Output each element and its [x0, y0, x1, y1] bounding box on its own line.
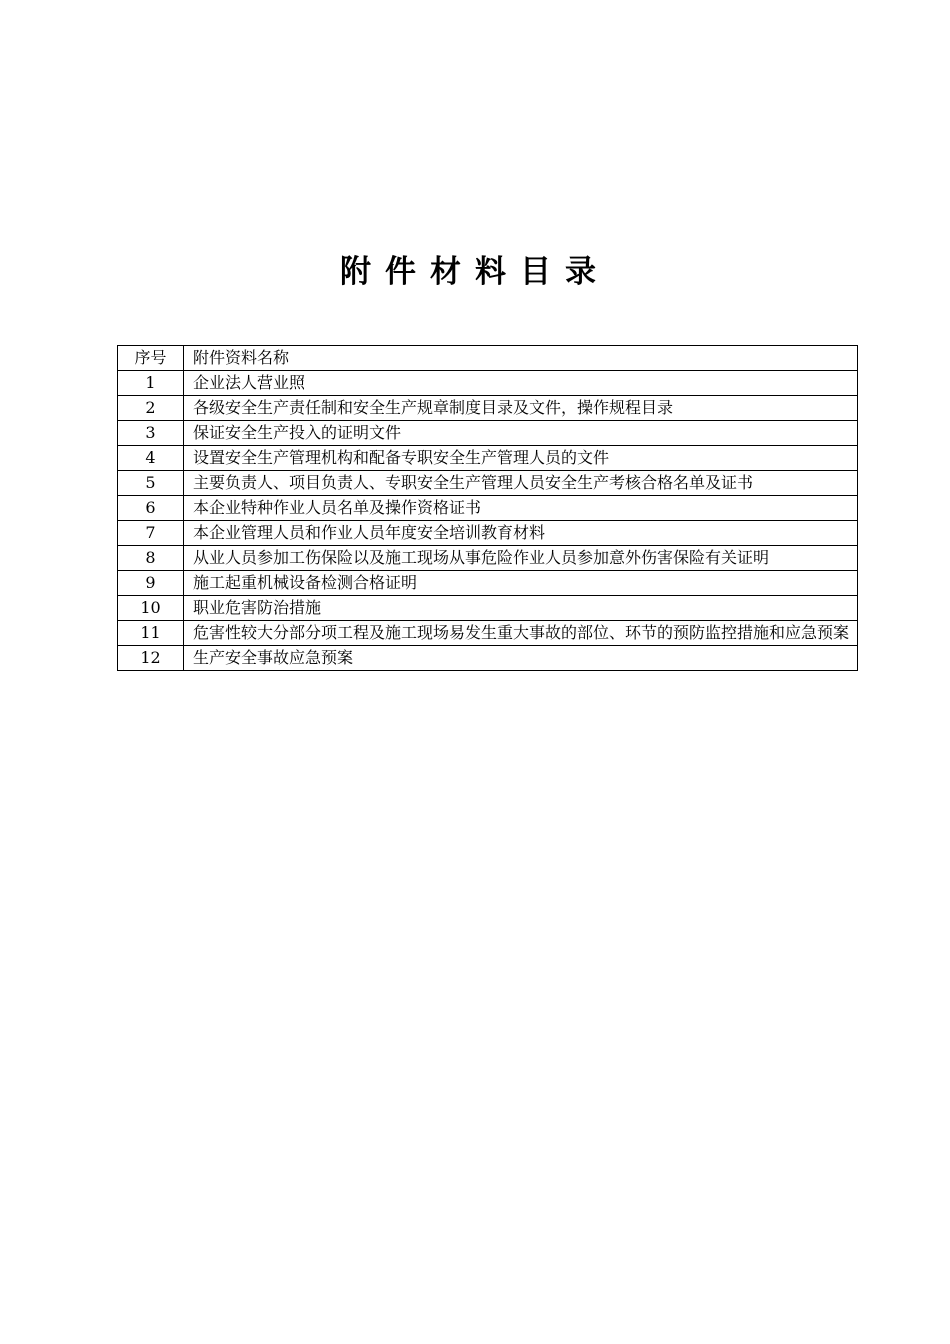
page-title: 附件材料目录: [340, 254, 610, 290]
row-name: 保证安全生产投入的证明文件: [184, 421, 858, 446]
table-row: [118, 521, 858, 546]
table-row: [118, 446, 858, 471]
row-no: 8: [118, 546, 184, 571]
attachment-table: [117, 345, 858, 671]
row-name: 设置安全生产管理机构和配备专职安全生产管理人员的文件: [184, 446, 858, 471]
row-no: 3: [118, 421, 184, 446]
row-no: 1: [118, 371, 184, 396]
table-row: [118, 471, 858, 496]
row-name: 各级安全生产责任制和安全生产规章制度目录及文件，操作规程目录: [184, 396, 858, 421]
table-row: [118, 646, 858, 671]
table-row: [118, 371, 858, 396]
table-header-row: [118, 346, 858, 371]
table-row: [118, 596, 858, 621]
row-no: 10: [118, 596, 184, 621]
row-name: 危害性较大分部分项工程及施工现场易发生重大事故的部位、环节的预防监控措施和应急预案: [184, 621, 858, 646]
table-row: [118, 621, 858, 646]
row-no: 6: [118, 496, 184, 521]
row-no: 7: [118, 521, 184, 546]
row-no: 5: [118, 471, 184, 496]
row-no: 9: [118, 571, 184, 596]
table-row: [118, 496, 858, 521]
table-row: [118, 396, 858, 421]
row-no: 11: [118, 621, 184, 646]
row-no: 4: [118, 446, 184, 471]
header-name: 附件资料名称: [184, 346, 858, 371]
row-name: 本企业特种作业人员名单及操作资格证书: [184, 496, 858, 521]
row-no: 12: [118, 646, 184, 671]
row-name: 主要负责人、项目负责人、专职安全生产管理人员安全生产考核合格名单及证书: [184, 471, 858, 496]
row-name: 施工起重机械设备检测合格证明: [184, 571, 858, 596]
row-name: 本企业管理人员和作业人员年度安全培训教育材料: [184, 521, 858, 546]
row-no: 2: [118, 396, 184, 421]
row-name: 企业法人营业照: [184, 371, 858, 396]
table-row: [118, 546, 858, 571]
row-name: 职业危害防治措施: [184, 596, 858, 621]
header-no: 序号: [118, 346, 184, 371]
row-name: 从业人员参加工伤保险以及施工现场从事危险作业人员参加意外伤害保险有关证明: [184, 546, 858, 571]
table-row: [118, 421, 858, 446]
row-name: 生产安全事故应急预案: [184, 646, 858, 671]
table-row: [118, 571, 858, 596]
